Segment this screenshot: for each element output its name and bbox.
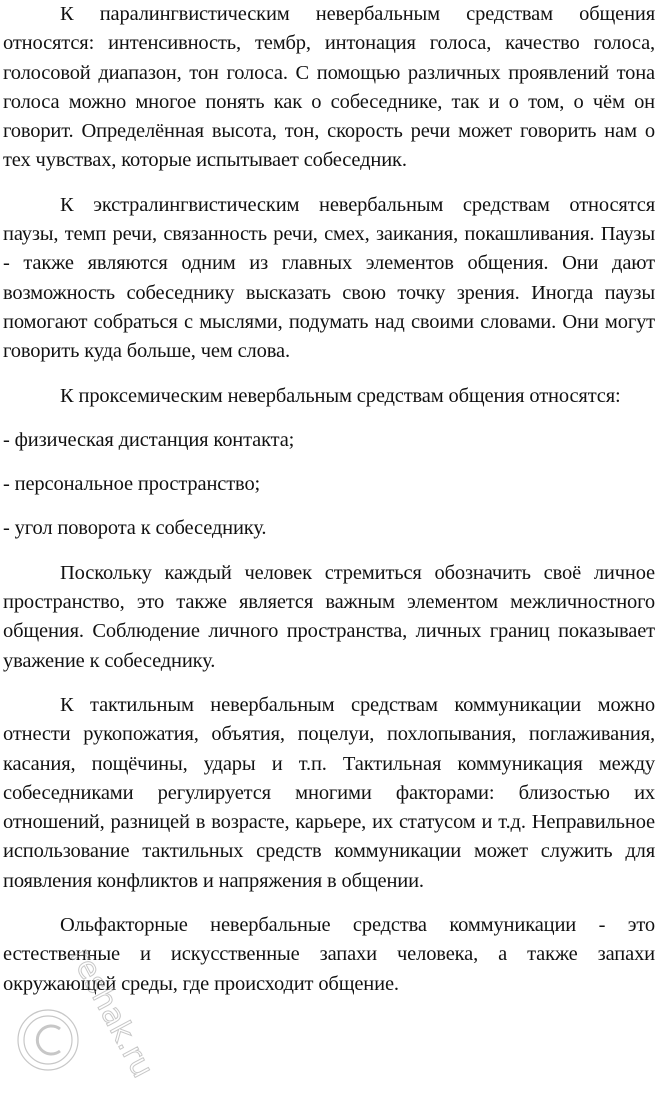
paragraph-extralinguistic: К экстралингвистическим невербальным средствам относятся паузы, темп речи, связанность речи, смех, заикания, покашливания. Паузы - также являются одним из главных элементов общения. Они дают возможность собеседнику высказать свою точку зрения. Иногда паузы помогают собраться с мыслями, подумать над своими словами. Они могут говорить куда больше, чем слова. [3,193,655,363]
paragraph-personal-space: Поскольку каждый человек стремиться обозначить своё личное пространство, это также является важным элементом межличностного общения. Соблюдение личного пространства, личных границ показывает уважение к собеседнику. [3,561,655,672]
paragraph-proxemic-intro: К проксемическим невербальным средствам общения относятся: [60,384,621,407]
paragraph-paralinguistic: К паралингвистическим невербальным средствам общения относятся: интенсивность, тембр, интонация голоса, качество голоса, голосовой диапазон, тон голоса. С помощью различных проявлений тона голоса можно многое понять как о собеседнике, так и о том, о чём он говорит. Определённая высота, тон, скорость речи может говорить нам о тех чувствах, которые испытывает собеседник. [3,3,655,172]
paragraph-tactile: К тактильным невербальным средствам коммуникации можно отнести рукопожатия, объятия, поцелуи, похлопывания, поглаживания, касания, пощёчины, удары и т.п. Тактильная коммуникация между собеседниками регулируется многими факторами: близостью их отношений, разницей в возрасте, карьере, их статусом и т.д. Неправильное использование тактильных средств коммуникации может служить для появления конфликтов и напряжения в общении. [3,693,655,892]
list-item-personal-space: - персональное пространство; [3,473,261,496]
watermark-text: reshak.ru [62,942,160,1084]
list-item-physical-distance: - физическая дистанция контакта; [3,428,295,451]
paragraph-olfactory: Ольфакторные невербальные средства коммуникации - это естественные и искусственные запахи человека, а также запахи окружающей среды, где происходит общение. [3,914,655,995]
list-item-turn-angle: - угол поворота к собеседнику. [3,517,267,540]
